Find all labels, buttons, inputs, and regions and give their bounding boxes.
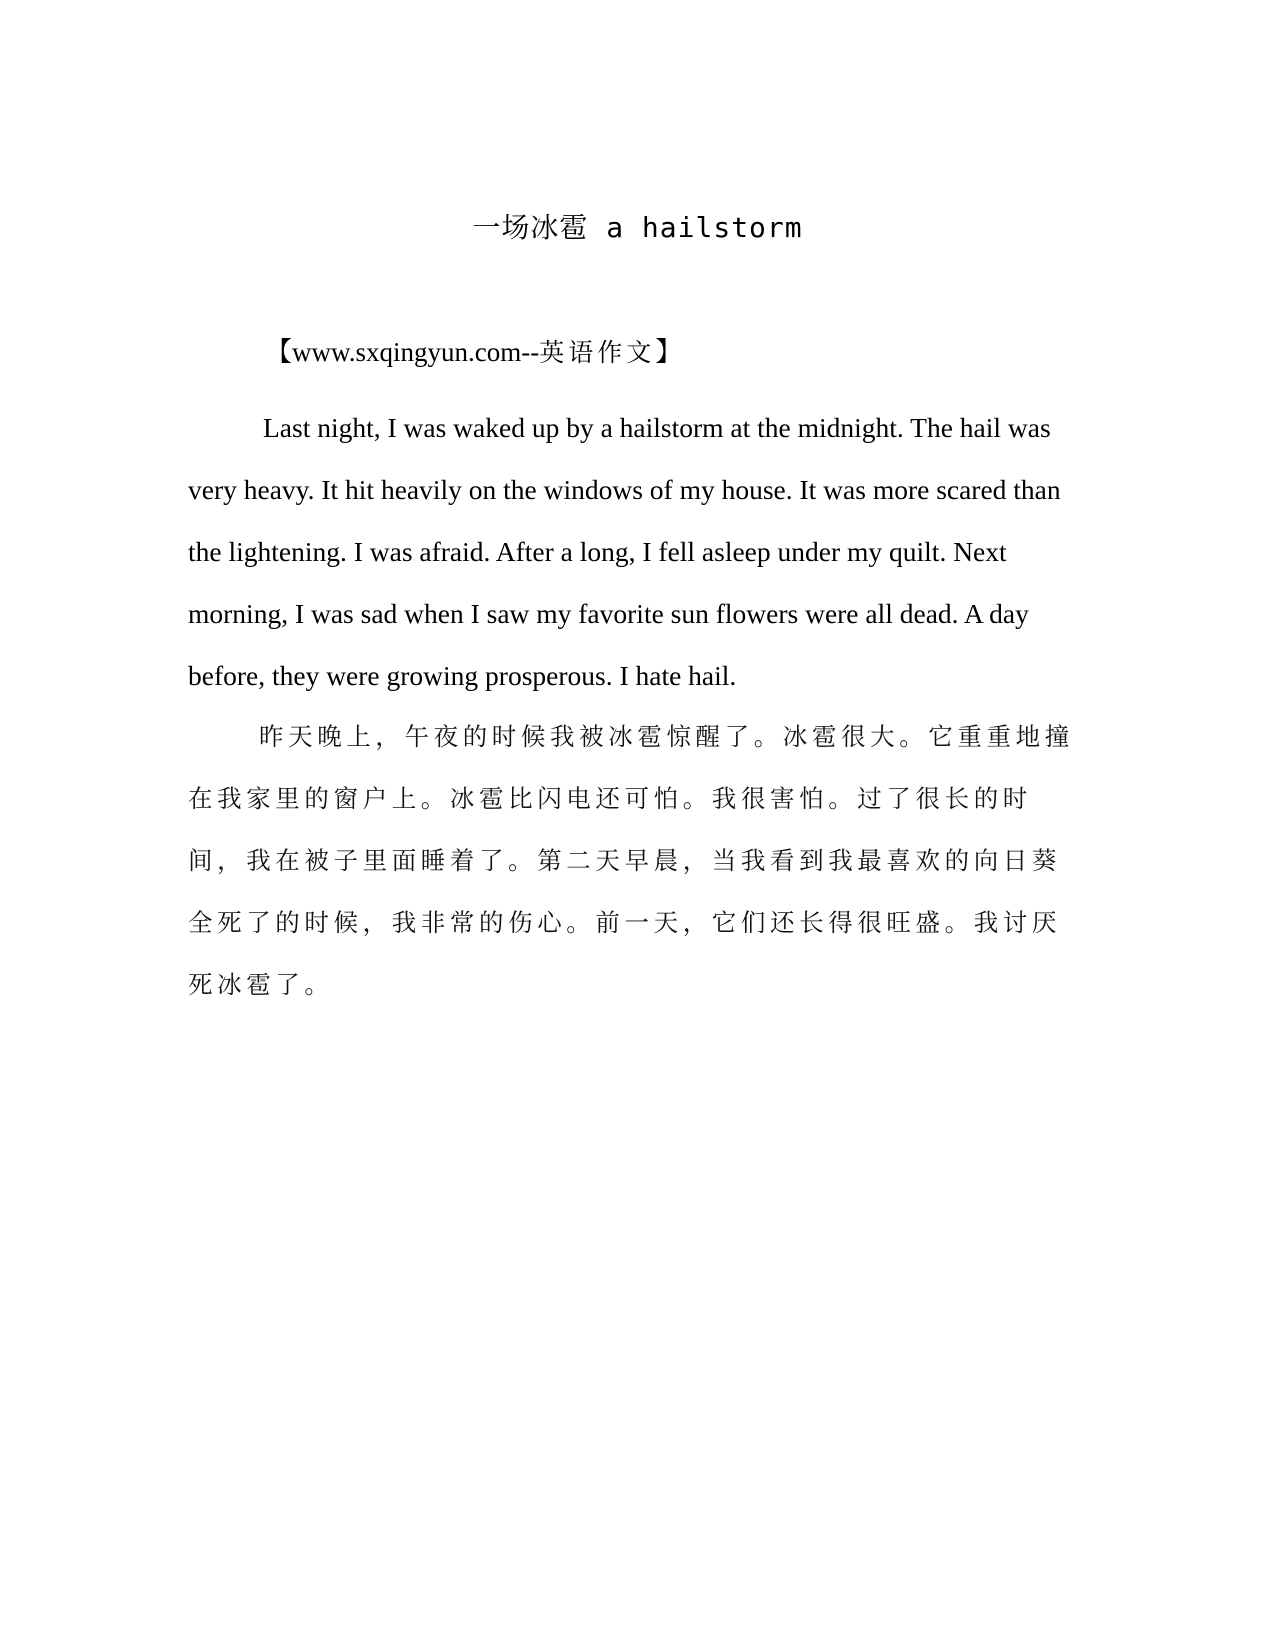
source-prefix: 【www.sxqingyun.com--: [265, 337, 540, 367]
chinese-paragraph: 昨天晚上，午夜的时候我被冰雹惊醒了。冰雹很大。它重重地撞在我家里的窗户上。冰雹比闪电还可怕。我很害怕。过了很长的时间，我在被子里面睡着了。第二天早晨，当我看到我最喜欢的向日葵全死了的时候，我非常的伤心。前一天，它们还长得很旺盛。我讨厌死冰雹了。: [188, 722, 1074, 999]
source-suffix: 】: [655, 337, 683, 367]
source-category: 英语作文: [539, 338, 656, 367]
document-title: 一场冰雹 a hailstorm: [472, 211, 803, 244]
source-line: [265, 334, 682, 371]
english-paragraph: Last night, I was waked up by a hailstorm at the midnight. The hail was very heavy. It hit heavily on the windows of my house. It was more scared than the lightening. I was afraid. After a long, I fell asleep under my quilt. Next morning, I was sad when I saw my favorite sun flowers were all dead. A day before, they were growing prosperous. I hate hail.: [188, 412, 1061, 691]
